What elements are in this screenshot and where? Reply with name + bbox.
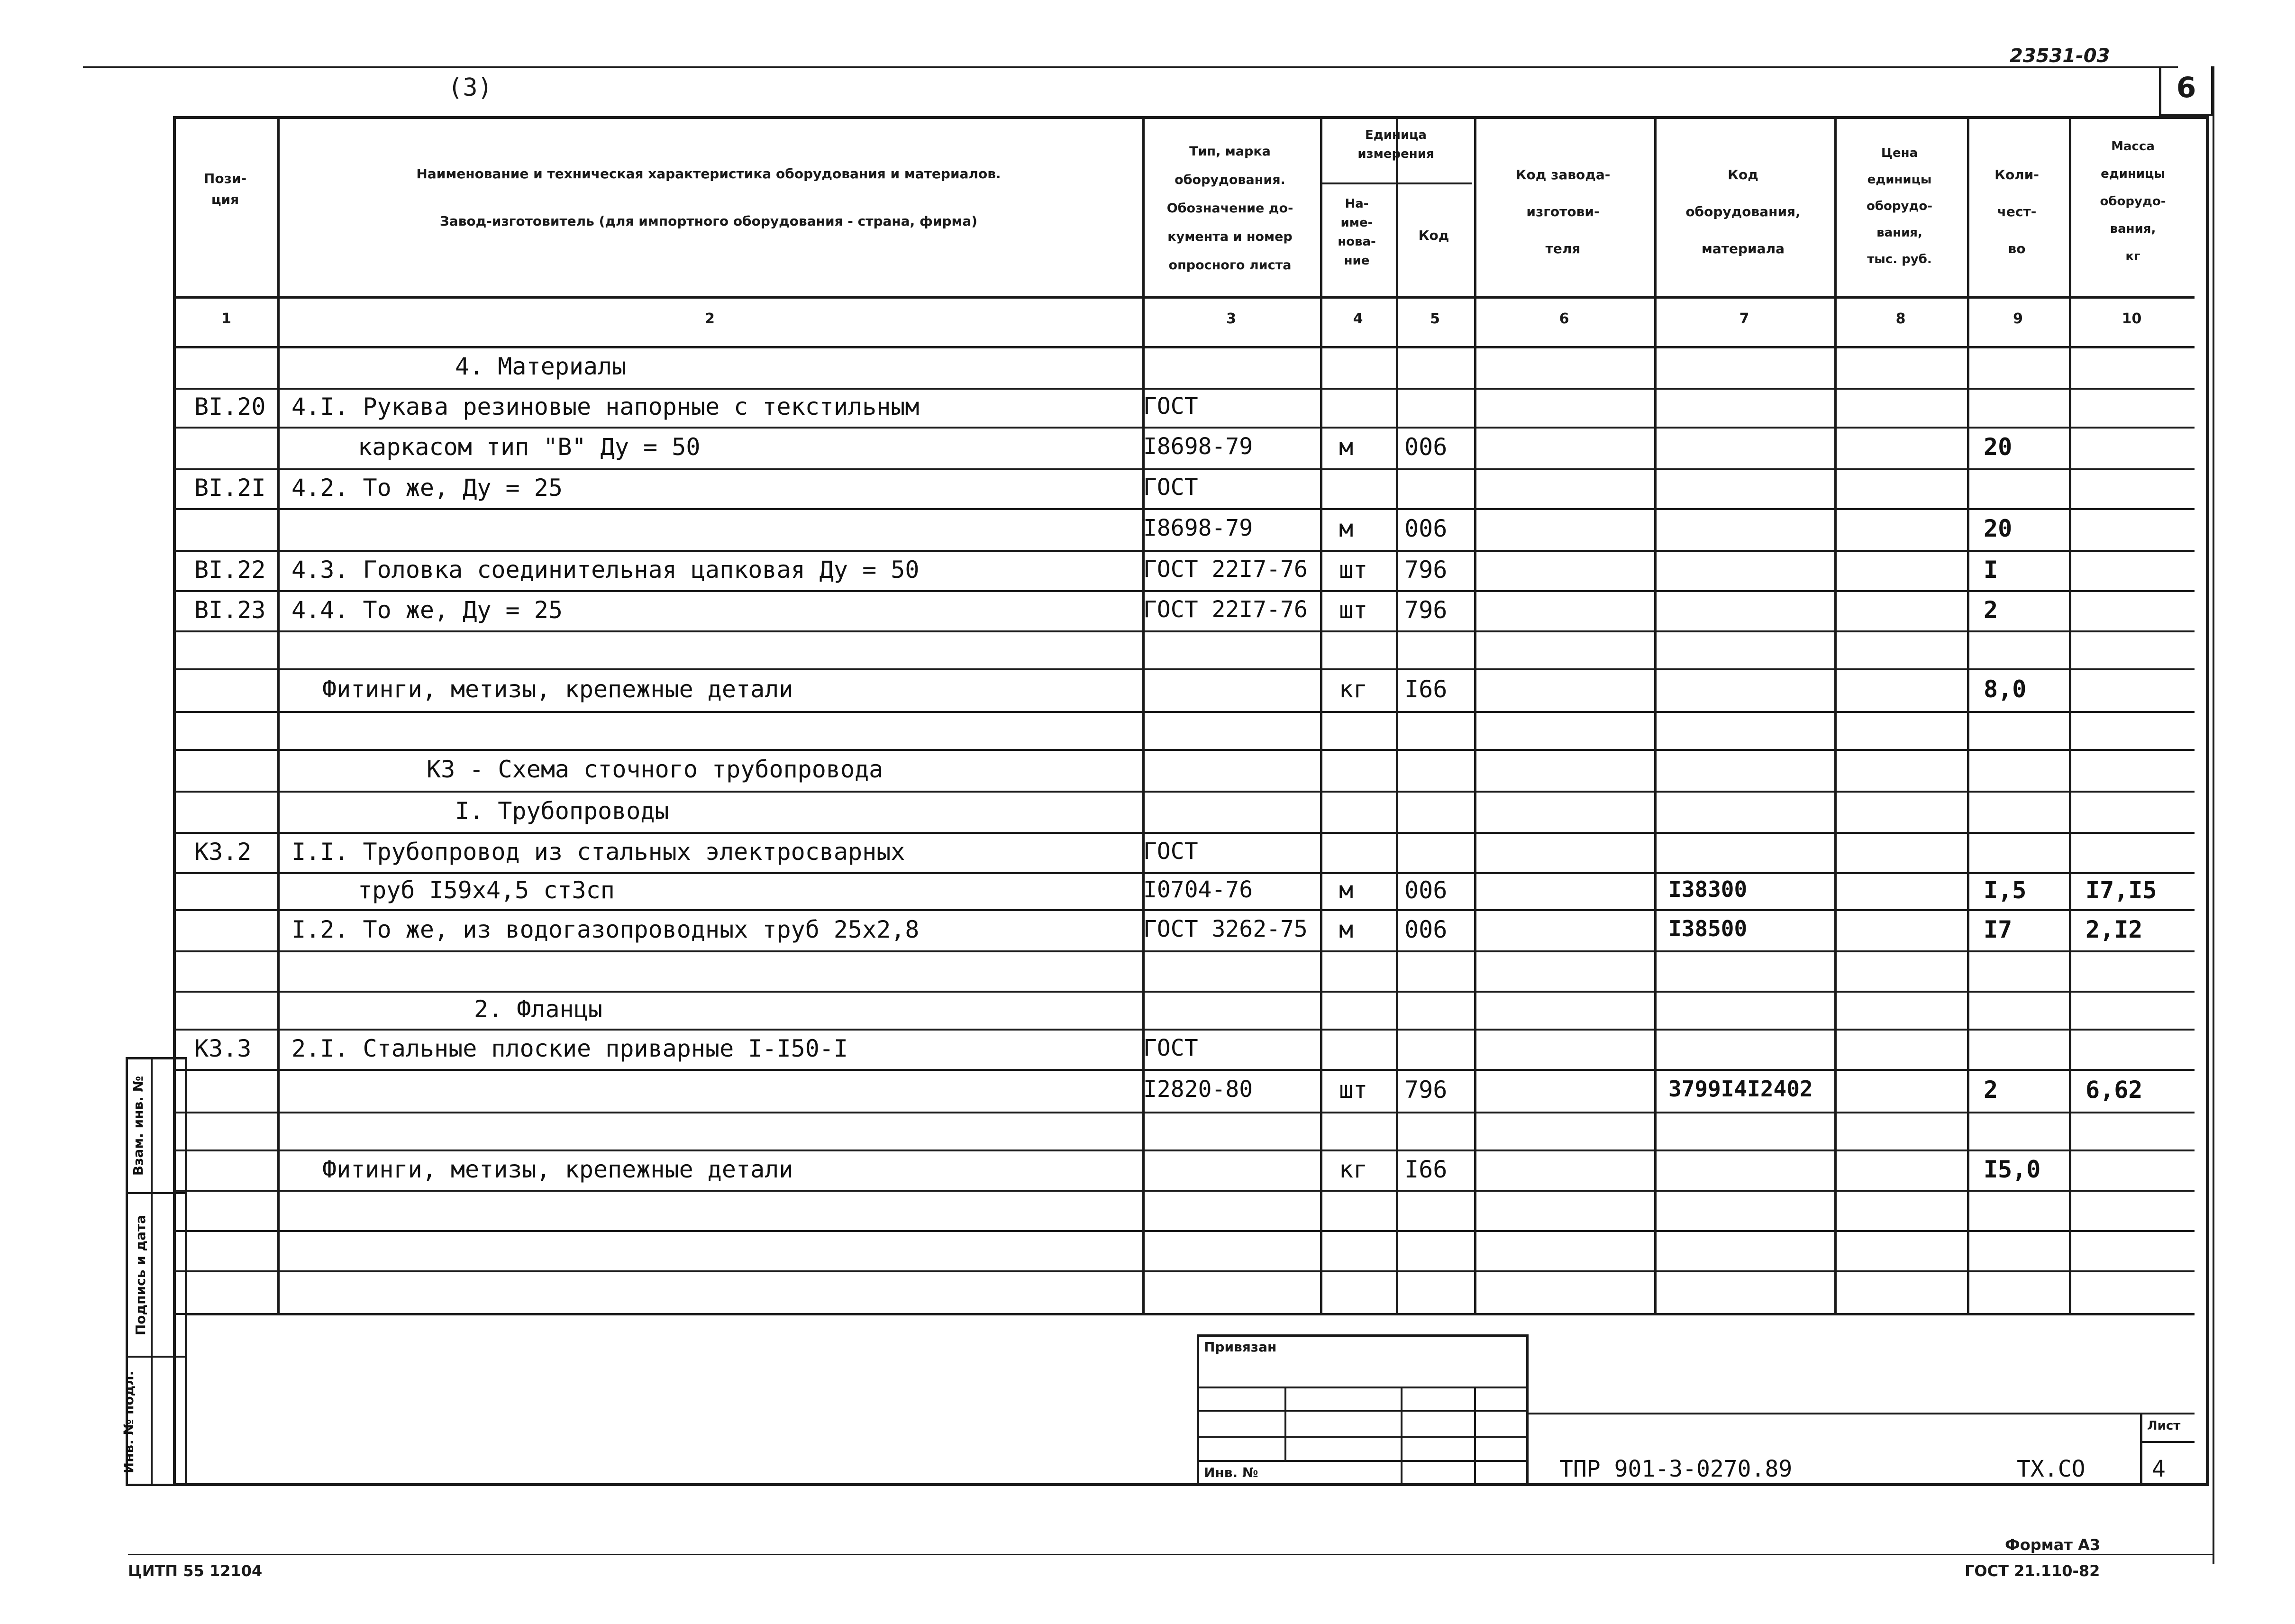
column-divider [1967, 116, 1969, 1313]
footer-rule [128, 1554, 2213, 1555]
table-row-rule [173, 468, 2195, 470]
cell-type: ГОСТ [1143, 838, 1198, 865]
cell-mass: 6,62 [2086, 1076, 2143, 1104]
cell-code: 796 [1404, 1076, 1448, 1104]
cell-name: I. Трубопроводы [455, 797, 669, 825]
cell-qty: I5,0 [1984, 1155, 2041, 1183]
table-row-rule [173, 1190, 2195, 1192]
cell-name: I.I. Трубопровод из стальных электросварных [291, 838, 905, 866]
cell-pos: ВI.23 [194, 596, 266, 624]
column-number: 4 [1353, 310, 1363, 327]
cell-pos: ВI.20 [194, 393, 266, 420]
bound-label: Привязан [1204, 1339, 1277, 1355]
cell-type: ГОСТ 3262-75 [1143, 915, 1308, 942]
gost-label: ГОСТ 21.110-82 [1965, 1562, 2100, 1580]
cell-qty: I7 [1984, 915, 2013, 943]
cell-name: Фитинги, метизы, крепежные детали [322, 1155, 793, 1183]
header-rule [173, 296, 2195, 299]
cell-unit: кг [1339, 675, 1368, 703]
bound-rule-3 [1197, 1436, 1529, 1438]
cell-name: 4. Материалы [455, 353, 627, 380]
cell-name: К3 - Схема сточного трубопровода [427, 756, 883, 783]
header-equipment-code: Код оборудования, материала [1685, 167, 1801, 256]
table-row-rule [173, 388, 2195, 390]
table-row-rule [173, 590, 2195, 592]
cell-unit: м [1339, 433, 1354, 461]
cell-qty: 20 [1984, 515, 2013, 542]
bound-col-2 [1401, 1387, 1402, 1486]
table-row-rule [173, 1270, 2195, 1272]
table-row-rule [173, 508, 2195, 510]
column-divider [1396, 116, 1398, 1313]
table-row-rule [173, 832, 2195, 834]
column-number: 2 [705, 310, 715, 327]
cell-type: I8698-79 [1143, 515, 1253, 541]
sheet-label: Лист [2147, 1419, 2181, 1433]
bound-rule-1 [1197, 1387, 1529, 1388]
table-row-rule [173, 427, 2195, 429]
cell-unit: м [1339, 515, 1354, 542]
column-number: 6 [1559, 310, 1569, 327]
cell-name: Фитинги, метизы, крепежные детали [322, 675, 793, 703]
cell-name: 2.I. Стальные плоские приварные I-I50-I [291, 1034, 848, 1062]
cell-pos: К3.3 [194, 1034, 252, 1062]
unit-header-divider [1320, 182, 1472, 184]
section-mark: (3) [448, 73, 492, 102]
title-block-top [187, 1313, 2195, 1315]
cell-type: ГОСТ [1143, 474, 1198, 501]
cell-type: ГОСТ 22I7-76 [1143, 596, 1308, 623]
doc-section: ТХ.СО [2017, 1456, 2086, 1482]
doc-designation: ТПР 901-3-0270.89 [1559, 1456, 1793, 1482]
cell-code: 006 [1404, 515, 1448, 542]
cell-qty: I,5 [1984, 876, 2027, 904]
cell-ceq: I38300 [1668, 876, 1748, 902]
table-row-rule [173, 991, 2195, 993]
cell-name: каркасом тип "В" Ду = 50 [358, 433, 701, 461]
cell-type: ГОСТ [1143, 1034, 1198, 1061]
cell-mass: I7,I5 [2086, 876, 2157, 904]
table-row-rule [173, 1150, 2195, 1151]
side-label-sign: Подпись и дата [133, 1214, 148, 1336]
table-row-rule [173, 711, 2195, 713]
sheet-number: 4 [2152, 1456, 2166, 1482]
header-mass: Масса единицы оборудо- вания, кг [2100, 139, 2166, 264]
column-number: 7 [1739, 310, 1749, 327]
cell-unit: кг [1339, 1155, 1368, 1183]
header-name-line1: Наименование и техническая характеристика оборудования и материалов. [416, 166, 1001, 182]
column-number: 9 [2013, 310, 2023, 327]
right-edge-rule [2213, 66, 2214, 1564]
column-number: 1 [221, 310, 231, 327]
cell-code: 796 [1404, 596, 1448, 624]
cell-type: I2820-80 [1143, 1076, 1253, 1103]
table-row-rule [173, 749, 2195, 751]
cell-code: I66 [1404, 675, 1448, 703]
table-row-rule [173, 1112, 2195, 1113]
column-divider [1142, 116, 1145, 1313]
cell-code: 006 [1404, 915, 1448, 943]
cell-name: 4.I. Рукава резиновые напорные с текстильным [291, 393, 920, 420]
table-row-rule [173, 909, 2195, 911]
cell-unit: м [1339, 876, 1354, 904]
title-main-rule [1529, 1413, 2195, 1414]
cell-code: 006 [1404, 433, 1448, 461]
header-factory-code: Код завода- изготови- теля [1515, 167, 1611, 256]
sheet-rule [2140, 1441, 2195, 1443]
header-unit-group: Единица измерения [1357, 128, 1434, 161]
cell-type: I0704-76 [1143, 876, 1253, 903]
cell-name: I.2. То же, из водогазопроводных труб 25х2,8 [291, 915, 920, 943]
document-code: 23531-03 [2010, 45, 2110, 67]
cell-ceq: 3799I4I2402 [1668, 1076, 1813, 1102]
cell-pos: ВI.22 [194, 556, 266, 584]
cell-ceq: I38500 [1668, 915, 1748, 941]
cell-type: ГОСТ [1143, 393, 1198, 420]
cell-type: I8698-79 [1143, 433, 1253, 460]
header-position: Пози- ция [203, 171, 247, 207]
column-number: 3 [1226, 310, 1236, 327]
table-row-rule [173, 1230, 2195, 1232]
table-row-rule [173, 1069, 2195, 1071]
table-row-rule [173, 668, 2195, 670]
table-row-rule [173, 950, 2195, 952]
cell-name: 4.3. Головка соединительная цапковая Ду = 50 [291, 556, 920, 584]
cell-name: 4.4. То же, Ду = 25 [291, 596, 563, 624]
cell-qty: 2 [1984, 596, 1998, 624]
column-number: 10 [2122, 310, 2142, 327]
column-divider [1834, 116, 1837, 1313]
cell-qty: I [1984, 556, 1998, 584]
cell-unit: шт [1339, 596, 1368, 624]
cell-unit: м [1339, 915, 1354, 943]
header-type: Тип, марка оборудования. Обозначение до- кумента и номер опросного листа [1166, 144, 1293, 273]
bound-col-1 [1284, 1387, 1286, 1460]
cell-qty: 8,0 [1984, 675, 2027, 703]
cell-type: ГОСТ 22I7-76 [1143, 556, 1308, 583]
header-rule [173, 346, 2195, 348]
cell-name: 4.2. То же, Ду = 25 [291, 474, 563, 502]
table-row-rule [173, 550, 2195, 552]
cell-code: 796 [1404, 556, 1448, 584]
cell-code: 006 [1404, 876, 1448, 904]
table-row-rule [173, 872, 2195, 874]
bound-col-3 [1474, 1387, 1476, 1486]
column-number: 5 [1430, 310, 1440, 327]
table-row-rule [173, 1029, 2195, 1031]
top-rule [83, 66, 2178, 68]
cell-name: 2. Фланцы [474, 995, 602, 1023]
format-label: Формат А3 [2005, 1536, 2101, 1554]
header-quantity: Коли- чест- во [1994, 167, 2039, 256]
header-price: Цена единицы оборудо- вания, тыс. руб. [1866, 146, 1933, 266]
cell-qty: 20 [1984, 433, 2013, 461]
inv-label: Инв. № [1204, 1465, 1258, 1480]
column-divider [1320, 116, 1322, 1313]
table-row-rule [173, 630, 2195, 632]
table-row-rule [173, 791, 2195, 793]
cell-qty: 2 [1984, 1076, 1998, 1104]
column-divider [2069, 116, 2071, 1313]
cell-unit: шт [1339, 556, 1368, 584]
column-divider [277, 116, 280, 1313]
column-divider [1474, 116, 1476, 1313]
cell-unit: шт [1339, 1076, 1368, 1104]
cell-pos: ВI.2I [194, 474, 266, 502]
side-label-inv-podl: Инв. № подл. [121, 1370, 137, 1474]
header-unit-code: Код [1418, 228, 1449, 243]
header-unit-name: На- име- нова- ние [1338, 197, 1376, 268]
column-divider [1654, 116, 1657, 1313]
cell-mass: 2,I2 [2086, 915, 2143, 943]
bound-rule-4 [1197, 1460, 1529, 1462]
bound-rule-2 [1197, 1410, 1529, 1412]
side-label-vzam: Взам. инв. № [130, 1076, 146, 1176]
cell-pos: К3.2 [194, 838, 252, 866]
column-number: 8 [1895, 310, 1906, 327]
page-number: 6 [2176, 71, 2196, 104]
cell-name: труб I59х4,5 ст3сп [358, 876, 615, 904]
footer-stamp: ЦИТП 55 12104 [128, 1562, 263, 1580]
header-name-line2: Завод-изготовитель (для импортного оборудования - страна, фирма) [439, 213, 978, 229]
cell-code: I66 [1404, 1155, 1448, 1183]
